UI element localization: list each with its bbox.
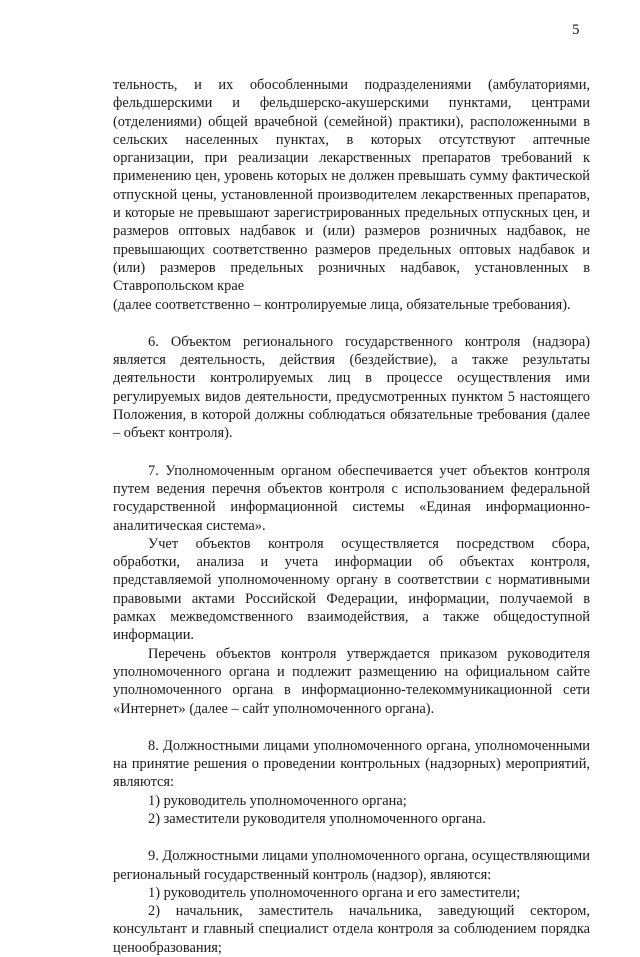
paragraph-8-item-1: 1) руководитель уполномоченного органа; (148, 792, 407, 809)
paragraph-intro-tail: (далее соответственно – контролируемые лица, обязательные требования). (113, 296, 571, 313)
paragraph-8: 8. Должностными лицами уполномоченного органа, уполномоченными на принятие решения о проведении контрольных (надзорных) мероприятий, являются: (113, 737, 590, 791)
paragraph-7: 7. Уполномоченным органом обеспечивается учет объектов контроля путем ведения перечня объектов контроля с использованием федеральной государственной информационной системы «Единая информационно-аналитическая система». (113, 462, 590, 534)
paragraph-9: 9. Должностными лицами уполномоченного органа, осуществляющими региональный государственный контроль (надзор), являются: (113, 848, 590, 883)
paragraph-6: 6. Объектом регионального государственного контроля (надзора) является деятельность, действия (бездействие), а также результаты деятельности контролируемых лиц в процессе осуществления ими регулируемых видов деятельности, предусмотренных пунктом 5 настоящего Положения, в которой должны соблюдаться обязательные требования (далее – объект контроля). (113, 333, 590, 442)
paragraph-7-accounting: Учет объектов контроля осуществляется посредством сбора, обработки, анализа и учета информации об объектах контроля, представляемой уполномоченному органу в соответствии с нормативными правовыми актами Российской Федерации, информации, получаемой в рамках межведомственного взаимодействия, а также общедоступной информации. (113, 535, 590, 644)
page-number: 5 (572, 22, 580, 38)
document-body (113, 76, 590, 957)
paragraph-9-item-1: 1) руководитель уполномоченного органа и его заместители; (148, 884, 521, 901)
paragraph-8-item-2: 2) заместители руководителя уполномоченного органа. (148, 810, 486, 827)
paragraph-9-item-2: 2) начальник, заместитель начальника, заведующий сектором, консультант и главный специалист отдела контроля за соблюдением порядка ценообразования; (113, 903, 590, 956)
paragraph-7-list: Перечень объектов контроля утверждается приказом руководителя уполномоченного органа и подлежит размещению на официальном сайте уполномоченного органа в информационно-телекоммуникационной сети «Интернет» (далее – сайт уполномоченного органа). (113, 645, 590, 717)
paragraph-intro: тельность, и их обособленными подразделениями (амбулаториями, фельдшерскими и фельдшерско-акушерскими пунктами, центрами (отделениями) общей врачебной (семейной) практики), расположенными в сельских населенных пунктах, в которых отсутствуют аптечные организации, при реализации лекарственных препаратов требований к применению цен, уровень которых не должен превышать сумму фактической отпускной цены, установленной производителем лекарственных препаратов, и которые не превышают зарегистрированных предельных отпускных цен, и размеров оптовых надбавок и (или) размеров розничных надбавок, не превышающих соответственно размеров предельных оптовых надбавок и (или) размеров предельных розничных надбавок, установленных в Ставропольском крае (113, 77, 590, 295)
